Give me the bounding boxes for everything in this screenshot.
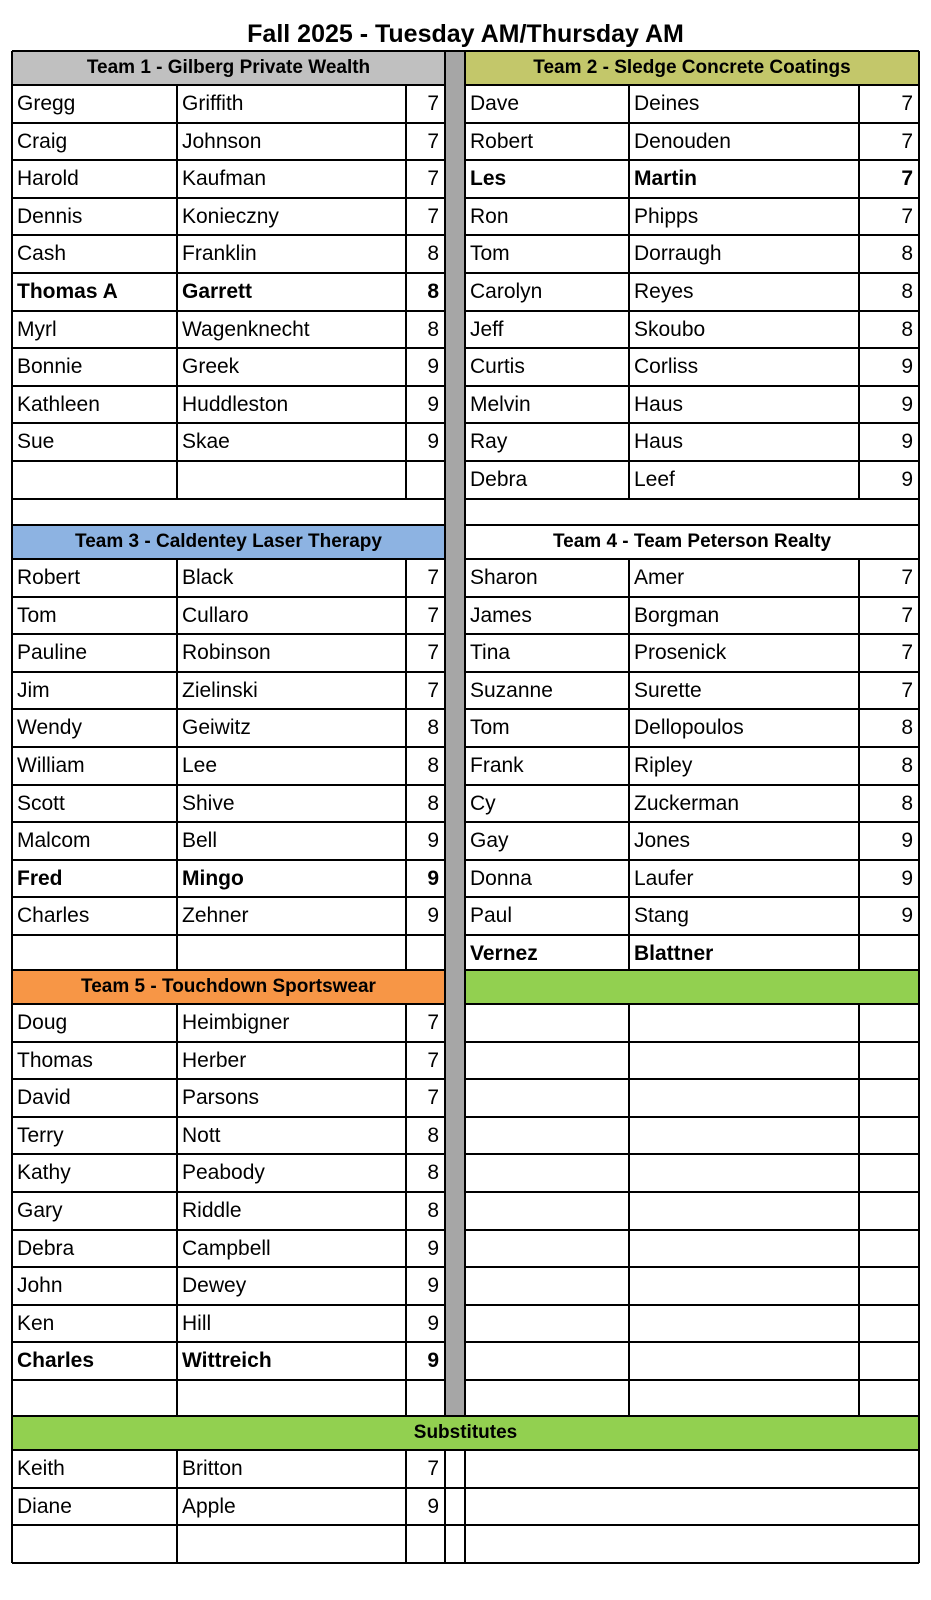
number-cell	[859, 1305, 919, 1343]
last-name-cell: Herber	[182, 1048, 247, 1072]
sheet-border	[12, 50, 919, 52]
first-name-cell: James	[470, 603, 532, 627]
last-name-cell: Skoubo	[634, 317, 706, 341]
first-name-cell: Charles	[17, 904, 90, 928]
number-cell: 7	[427, 92, 439, 115]
column-line	[858, 85, 860, 499]
last-name-cell	[629, 1267, 859, 1305]
first-name-cell: William	[17, 754, 85, 777]
number-cell: 9	[901, 430, 913, 454]
column-line	[176, 85, 178, 499]
first-name-cell	[465, 1154, 629, 1192]
first-name-cell: Craig	[17, 129, 68, 153]
first-name-cell: Dave	[470, 92, 520, 115]
last-name-cell: Zuckerman	[634, 791, 740, 815]
column-line	[628, 85, 630, 499]
number-cell: 8	[427, 317, 439, 341]
number-cell: 7	[427, 603, 439, 627]
first-name-cell: Keith	[17, 1457, 65, 1480]
first-name-cell: Tina	[470, 641, 511, 665]
last-name-cell: Campbell	[182, 1236, 271, 1260]
last-name-cell: Haus	[634, 392, 684, 416]
first-name-cell	[465, 1004, 629, 1042]
grid-line	[12, 969, 445, 971]
column-line	[11, 1450, 13, 1563]
number-cell	[859, 1230, 919, 1268]
first-name-cell: Harold	[17, 167, 79, 191]
last-name-cell: Wittreich	[182, 1349, 272, 1373]
first-name-cell	[465, 1192, 629, 1230]
last-name-cell: Skae	[182, 430, 230, 454]
sheet-border	[11, 51, 13, 1556]
last-name-cell	[177, 1380, 406, 1418]
last-name-cell: Johnson	[182, 129, 262, 153]
number-cell: 9	[427, 866, 439, 890]
first-name-cell: Sharon	[470, 566, 538, 589]
row-line	[465, 498, 919, 500]
first-name-cell: Scott	[17, 791, 65, 815]
first-name-cell: Ken	[17, 1311, 55, 1335]
last-name-cell: Amer	[634, 566, 685, 589]
number-cell: 9	[427, 355, 439, 379]
number-cell: 7	[427, 1048, 439, 1072]
last-name-cell: Griffith	[182, 92, 244, 115]
number-cell: 8	[901, 280, 913, 303]
last-name-cell	[629, 1004, 859, 1042]
number-cell	[406, 1380, 445, 1418]
first-name-cell	[12, 461, 177, 499]
first-name-cell: Vernez	[470, 942, 538, 965]
number-cell	[859, 1117, 919, 1155]
last-name-cell: Leef	[634, 468, 675, 491]
last-name-cell: Lee	[182, 754, 218, 777]
column-line	[464, 525, 466, 559]
last-name-cell: Zehner	[182, 904, 249, 928]
column-line	[464, 1004, 466, 1418]
last-name-cell: Ripley	[634, 754, 693, 777]
column-line	[444, 85, 446, 499]
number-cell: 7	[427, 129, 439, 153]
team-header: Team 5 - Touchdown Sportswear	[12, 970, 445, 1004]
last-name-cell: Geiwitz	[182, 716, 251, 740]
number-cell: 7	[427, 1011, 439, 1034]
number-cell: 7	[427, 1086, 439, 1110]
first-name-cell: Ron	[470, 204, 509, 228]
first-name-cell: Gregg	[17, 92, 76, 115]
number-cell	[859, 1154, 919, 1192]
last-name-cell	[629, 1305, 859, 1343]
last-name-cell: Zielinski	[182, 678, 258, 702]
column-line	[444, 1004, 446, 1418]
number-cell: 7	[901, 129, 913, 153]
last-name-cell: Dellopoulos	[634, 716, 744, 740]
last-name-cell	[177, 461, 406, 499]
number-cell: 9	[901, 468, 913, 491]
column-line	[628, 559, 630, 973]
first-name-cell: Jeff	[470, 317, 504, 341]
first-name-cell	[12, 1380, 177, 1418]
first-name-cell: Charles	[17, 1349, 95, 1373]
column-line	[405, 85, 407, 499]
last-name-cell: Deines	[634, 92, 700, 115]
sheet-title: Fall 2025 - Tuesday AM/Thursday AM	[247, 20, 684, 48]
last-name-cell: Franklin	[182, 242, 257, 266]
first-name-cell: Ray	[470, 430, 508, 454]
column-line	[628, 1004, 630, 1418]
number-cell	[859, 1380, 919, 1418]
first-name-cell: Kathy	[17, 1161, 71, 1185]
first-name-cell: Gary	[17, 1199, 63, 1222]
first-name-cell: Robert	[17, 566, 81, 589]
number-cell: 7	[427, 678, 439, 702]
column-line	[405, 1004, 407, 1418]
number-cell: 7	[901, 167, 913, 191]
number-cell: 9	[427, 1349, 439, 1373]
first-name-cell: Tom	[17, 603, 57, 627]
first-name-cell: Debra	[17, 1236, 75, 1260]
team-header	[465, 970, 919, 1004]
first-name-cell: Thomas	[17, 1048, 93, 1072]
first-name-cell: Kathleen	[17, 392, 100, 416]
number-cell: 8	[901, 754, 913, 777]
substitutes-header: Substitutes	[12, 1416, 919, 1450]
first-name-cell	[465, 1117, 629, 1155]
center-divider	[445, 51, 465, 1416]
last-name-cell: Dewey	[182, 1274, 247, 1298]
first-name-cell: John	[17, 1274, 63, 1298]
last-name-cell: Mingo	[182, 866, 244, 890]
number-cell: 8	[901, 317, 913, 341]
column-line	[464, 559, 466, 973]
first-name-cell	[465, 1230, 629, 1268]
first-name-cell: Carolyn	[470, 280, 543, 303]
first-name-cell: Thomas A	[17, 280, 118, 303]
last-name-cell	[629, 1380, 859, 1418]
number-cell: 9	[901, 904, 913, 928]
number-cell: 8	[427, 1123, 439, 1147]
number-cell	[859, 1342, 919, 1380]
number-cell: 9	[901, 866, 913, 890]
last-name-cell	[177, 1525, 406, 1563]
first-name-cell: Pauline	[17, 641, 88, 665]
first-name-cell	[465, 1380, 629, 1418]
first-name-cell	[465, 1305, 629, 1343]
last-name-cell: Haus	[634, 430, 684, 454]
last-name-cell: Hill	[182, 1311, 212, 1335]
number-cell: 8	[427, 1161, 439, 1185]
first-name-cell: David	[17, 1086, 71, 1110]
first-name-cell: Curtis	[470, 355, 525, 379]
first-name-cell: Bonnie	[17, 355, 83, 379]
last-name-cell: Parsons	[182, 1086, 260, 1110]
grid-line	[12, 524, 445, 526]
number-cell: 9	[901, 829, 913, 853]
number-cell: 7	[901, 641, 913, 665]
last-name-cell	[177, 935, 406, 973]
number-cell	[406, 1525, 445, 1563]
last-name-cell: Dorraugh	[634, 242, 722, 266]
number-cell: 7	[901, 678, 913, 702]
last-name-cell: Shive	[182, 791, 235, 815]
number-cell: 9	[427, 1494, 439, 1518]
last-name-cell: Denouden	[634, 129, 731, 153]
team-header: Team 1 - Gilberg Private Wealth	[12, 51, 445, 85]
first-name-cell: Myrl	[17, 317, 57, 341]
first-name-cell	[465, 1342, 629, 1380]
first-name-cell: Tom	[470, 716, 510, 740]
number-cell: 9	[427, 392, 439, 416]
number-cell	[859, 1004, 919, 1042]
last-name-cell	[629, 1342, 859, 1380]
last-name-cell	[629, 1079, 859, 1117]
number-cell: 8	[427, 754, 439, 777]
column-line	[464, 85, 466, 499]
last-name-cell: Peabody	[182, 1161, 265, 1185]
number-cell	[406, 461, 445, 499]
first-name-cell: Suzanne	[470, 678, 553, 702]
first-name-cell: Les	[470, 167, 507, 191]
column-line	[858, 1004, 860, 1418]
last-name-cell: Wagenknecht	[182, 317, 310, 341]
column-line	[444, 559, 446, 973]
first-name-cell: Gay	[470, 829, 509, 853]
last-name-cell: Garrett	[182, 280, 253, 303]
first-name-cell: Diane	[17, 1494, 72, 1518]
last-name-cell: Stang	[634, 904, 689, 928]
number-cell: 9	[427, 1274, 439, 1298]
first-name-cell: Jim	[17, 678, 50, 702]
sheet-border	[918, 51, 920, 1556]
first-name-cell: Doug	[17, 1011, 68, 1034]
number-cell: 8	[427, 791, 439, 815]
last-name-cell: Heimbigner	[182, 1011, 290, 1034]
first-name-cell: Tom	[470, 242, 510, 266]
first-name-cell: Fred	[17, 866, 63, 890]
first-name-cell	[12, 1525, 177, 1563]
last-name-cell: Britton	[182, 1457, 243, 1480]
first-name-cell: Melvin	[470, 392, 531, 416]
last-name-cell: Kaufman	[182, 167, 267, 191]
last-name-cell: Cullaro	[182, 603, 249, 627]
number-cell: 9	[427, 904, 439, 928]
number-cell: 7	[427, 566, 439, 589]
first-name-cell	[12, 935, 177, 973]
last-name-cell: Surette	[634, 678, 702, 702]
first-name-cell: Cash	[17, 242, 67, 266]
first-name-cell: Frank	[470, 754, 524, 777]
last-name-cell	[629, 1192, 859, 1230]
first-name-cell: Debra	[470, 468, 528, 491]
number-cell: 9	[427, 430, 439, 454]
number-cell: 7	[901, 566, 913, 589]
number-cell: 8	[901, 716, 913, 740]
number-cell: 9	[901, 355, 913, 379]
last-name-cell: Prosenick	[634, 641, 727, 665]
last-name-cell: Nott	[182, 1123, 221, 1147]
last-name-cell: Robinson	[182, 641, 271, 665]
number-cell: 8	[427, 242, 439, 266]
grid-line	[465, 969, 919, 971]
first-name-cell: Robert	[470, 129, 534, 153]
last-name-cell: Bell	[182, 829, 218, 853]
first-name-cell: Dennis	[17, 204, 83, 228]
column-line	[444, 970, 446, 1004]
row-line	[12, 498, 445, 500]
last-name-cell	[629, 1117, 859, 1155]
number-cell: 8	[427, 280, 439, 303]
column-line	[444, 1450, 446, 1563]
first-name-cell: Malcom	[17, 829, 91, 853]
first-name-cell: Cy	[470, 791, 496, 815]
last-name-cell: Reyes	[634, 280, 694, 303]
last-name-cell: Huddleston	[182, 392, 289, 416]
number-cell	[859, 935, 919, 973]
last-name-cell: Laufer	[634, 866, 694, 890]
last-name-cell	[629, 1230, 859, 1268]
first-name-cell: Paul	[470, 904, 513, 928]
last-name-cell: Martin	[634, 167, 697, 191]
column-line	[11, 1416, 13, 1450]
last-name-cell: Borgman	[634, 603, 720, 627]
last-name-cell: Black	[182, 566, 234, 589]
column-line	[444, 525, 446, 559]
last-name-cell: Phipps	[634, 204, 699, 228]
last-name-cell	[629, 1154, 859, 1192]
column-line	[918, 1416, 920, 1450]
grid-line	[12, 1415, 919, 1417]
grid-line	[465, 524, 919, 526]
last-name-cell: Apple	[182, 1494, 236, 1518]
column-line	[405, 559, 407, 973]
column-line	[858, 559, 860, 973]
column-line	[176, 1450, 178, 1563]
number-cell	[859, 1042, 919, 1080]
last-name-cell: Konieczny	[182, 204, 279, 228]
last-name-cell: Blattner	[634, 942, 714, 965]
team-header: Team 2 - Sledge Concrete Coatings	[465, 51, 919, 85]
number-cell: 7	[427, 1457, 439, 1480]
number-cell: 7	[901, 92, 913, 115]
number-cell: 7	[901, 603, 913, 627]
column-line	[464, 51, 466, 85]
number-cell: 9	[427, 1311, 439, 1335]
number-cell: 9	[427, 1236, 439, 1260]
column-line	[444, 51, 446, 85]
column-line	[176, 559, 178, 973]
first-name-cell	[465, 1267, 629, 1305]
number-cell: 7	[901, 204, 913, 228]
number-cell: 9	[427, 829, 439, 853]
number-cell: 7	[427, 204, 439, 228]
last-name-cell	[629, 1042, 859, 1080]
number-cell	[859, 1267, 919, 1305]
first-name-cell: Terry	[17, 1123, 64, 1147]
last-name-cell: Jones	[634, 829, 691, 853]
number-cell	[859, 1079, 919, 1117]
first-name-cell: Wendy	[17, 716, 82, 740]
first-name-cell	[465, 1079, 629, 1117]
number-cell	[406, 935, 445, 973]
first-name-cell: Sue	[17, 430, 55, 454]
number-cell: 9	[901, 392, 913, 416]
column-line	[464, 1450, 466, 1563]
number-cell: 8	[427, 716, 439, 740]
team-header: Team 4 - Team Peterson Realty	[465, 525, 919, 559]
column-line	[918, 1450, 920, 1563]
last-name-cell: Greek	[182, 355, 240, 379]
number-cell: 8	[427, 1199, 439, 1222]
number-cell: 7	[427, 641, 439, 665]
team-header: Team 3 - Caldentey Laser Therapy	[12, 525, 445, 559]
number-cell: 7	[427, 167, 439, 191]
last-name-cell: Riddle	[182, 1199, 242, 1222]
column-line	[464, 970, 466, 1004]
column-line	[405, 1450, 407, 1563]
number-cell	[859, 1192, 919, 1230]
column-line	[176, 1004, 178, 1418]
first-name-cell: Donna	[470, 866, 532, 890]
first-name-cell	[465, 1042, 629, 1080]
number-cell: 8	[901, 242, 913, 266]
number-cell: 8	[901, 791, 913, 815]
last-name-cell: Corliss	[634, 355, 699, 379]
